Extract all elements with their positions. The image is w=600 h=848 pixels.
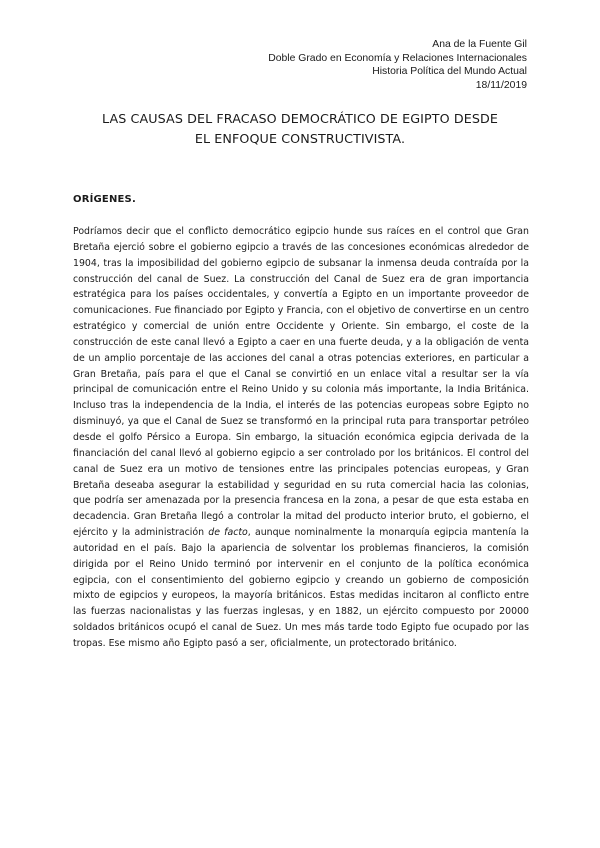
document-date: 18/11/2019 — [475, 79, 527, 91]
author-name: Ana de la Fuente Gil — [432, 39, 527, 50]
section-heading: ORÍGENES. — [73, 194, 136, 205]
degree-name: Doble Grado en Economía y Relaciones Internacionales — [268, 52, 527, 64]
title-line-2: EL ENFOQUE CONSTRUCTIVISTA. — [194, 131, 406, 146]
paragraph-text-part-2: , aunque nominalmente la monarquía egipcia mantenía la autoridad en el país. Bajo la apariencia de solventar los problemas financieros, la comisión dirigida por el Reino Unido terminó por intervenir en el conjunto de la política económica egipcia, con el consentimiento del gobierno egipcio y creando un gobierno de composición mixto de egipcios y europeos, la mayoría británicos. Estas medidas incitaron al conflicto entre las fuerzas nacionalistas y las fuerzas inglesas, y en 1882, un ejército compuesto por 20000 soldados británicos ocupó el canal de Suez. Un mes más tarde todo Egipto fue ocupado por las tropas. Ese mismo año Egipto pasó a ser, oficialmente, un protectorado británico. — [73, 527, 530, 649]
document-title — [60, 109, 540, 149]
document-header — [107, 38, 527, 92]
body-paragraph — [73, 224, 529, 652]
title-line-1: LAS CAUSAS DEL FRACASO DEMOCRÁTICO DE EGIPTO DESDE — [102, 111, 498, 126]
italic-phrase: de facto — [208, 527, 248, 539]
paragraph-text-part-1: Podríamos decir que el conflicto democrático egipcio hunde sus raíces en el control que Gran Bretaña ejerció sobre el gobierno egipcio a través de las concesiones económicas alrededor de 1904, tras la imposibilidad del gobierno egipcio de subsanar la inmensa deuda contraída por la construcción del canal de Suez. La construcción del Canal de Suez era de gran importancia estratégica para los países occidentales, y convertía a Egipto en un importante proveedor de comunicaciones. Fue financiado por Egipto y Francia, con el objetivo de convertirse en un centro estratégico y comercial de unión entre Occidente y Oriente. Sin embargo, el coste de la construcción de este canal llevó a Egipto a caer en una fuerte deuda, y a la obligación de venta de un amplio porcentaje de las acciones del canal a otras potencias exteriores, en particular a Gran Bretaña, país para el que el Canal se convirtió en un enlace vital a resultar ser la vía principal de comunicación entre el Reino Unido y su colonia más importante, la India Británica. Incluso tras la independencia de la India, el interés de las potencias europeas sobre Egipto no disminuyó, ya que el Canal de Suez se transformó en la principal ruta para transportar petróleo desde el golfo Pérsico a Europa. Sin embargo, la situación económica egipcia derivada de la financiación del canal llevó al gobierno egipcio a ser controlado por los británicos. El control del canal de Suez era un motivo de tensiones entre las principales potencias europeas, y Gran Bretaña deseaba asegurar la estabilidad y seguridad en su ruta comercial hacia las colonias, que podría ser amenazada por la presencia francesa en la zona, a pesar de que esta estaba en decadencia. Gran Bretaña llegó a controlar la mitad del producto interior bruto, el gobierno, el ejército y la administración — [73, 226, 529, 539]
course-name: Historia Política del Mundo Actual — [372, 66, 527, 78]
